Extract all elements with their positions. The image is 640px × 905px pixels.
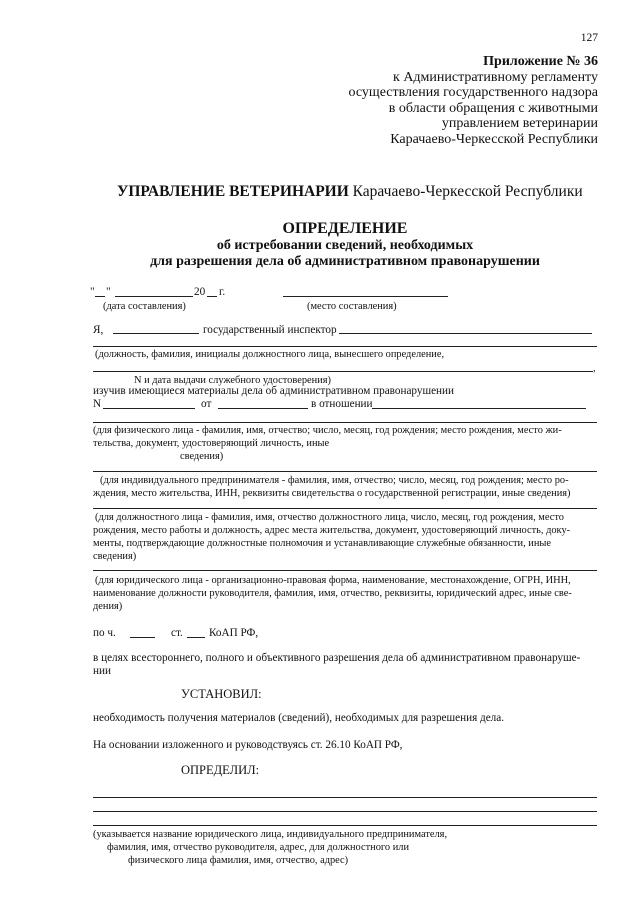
date-year-prefix: 20	[194, 286, 206, 298]
place-line	[283, 296, 448, 297]
name-line	[113, 333, 199, 334]
bottom-caption: физического лица фамилия, имя, отчество, адрес)	[128, 855, 349, 866]
bottom-caption: фамилия, имя, отчество руководителя, адрес, для должностного или	[107, 842, 410, 853]
case-regarding-line	[372, 408, 586, 409]
determination-line	[93, 797, 597, 798]
case-from-label: от	[201, 398, 212, 410]
caption-official: сведения)	[93, 551, 137, 562]
caption-official: рождения, место работы и должность, адрес места жительства, документ, удостоверяющий личность, доку-	[93, 525, 571, 536]
case-number-label: N	[93, 398, 102, 410]
caption-legal: наименование должности руководителя, фамилия, имя, отчество, реквизиты, юридический адрес, иные све-	[93, 588, 572, 599]
necessity-text: необходимость получения материалов (сведений), необходимых для разрешения дела.	[93, 712, 505, 724]
caption-entrepreneur: (для индивидуального предпринимателя - фамилия, имя, отчество; число, месяц, год рождения; место ро-	[100, 475, 569, 486]
individual-line	[93, 422, 597, 423]
annex-line: осуществления государственного надзора	[348, 85, 598, 100]
date-quote-close: "	[106, 286, 111, 298]
caption-entrepreneur: ждения, место жительства, ИНН, реквизиты свидетельства о государственной регистрации, иные сведения)	[93, 488, 571, 499]
basis-text: На основании изложенного и руководствуясь ст. 26.10 КоАП РФ,	[93, 739, 403, 751]
official-line	[93, 346, 597, 347]
certificate-caption: N и дата выдачи служебного удостоверения)	[134, 375, 331, 386]
document-title: ОПРЕДЕЛЕНИЕ	[282, 220, 408, 237]
legal-entity-line	[93, 570, 597, 571]
bottom-caption: (указывается название юридического лица, индивидуального предпринимателя,	[93, 829, 448, 840]
determination-line	[93, 825, 597, 826]
caption-individual: сведения)	[180, 451, 224, 462]
case-date-line	[218, 408, 308, 409]
annex-block	[349, 54, 598, 147]
annex-title: Приложение № 36	[483, 54, 598, 69]
caption-individual: (для физического лица - фамилия, имя, отчество; число, месяц, год рождения; место рождения, место жи-	[93, 425, 562, 436]
case-number-line	[103, 408, 195, 409]
date-year-line	[207, 296, 217, 297]
caption-official: (для должностного лица - фамилия, имя, отчество должностного лица, число, месяц, год рождения, место	[95, 512, 564, 523]
article-line	[187, 637, 205, 638]
org-name-bold: УПРАВЛЕНИЕ ВЕТЕРИНАРИИ	[117, 183, 349, 200]
official-line-2	[93, 371, 593, 372]
annex-line: Карачаево-Черкесской Республики	[390, 131, 598, 147]
org-name-rest: Карачаево-Черкесской Республики	[352, 183, 583, 200]
date-day-line	[95, 296, 105, 297]
part-line	[130, 637, 155, 638]
koap-label: КоАП РФ,	[209, 627, 259, 639]
inspector-label: государственный инспектор	[203, 324, 337, 336]
caption-legal: дения)	[93, 601, 123, 612]
article-label: ст.	[171, 627, 183, 639]
date-year-suffix: г.	[219, 286, 226, 298]
established-heading: УСТАНОВИЛ:	[181, 687, 262, 701]
entrepreneur-line	[93, 471, 597, 472]
materials-text: изучив имеющиеся материалы дела об административном правонарушении	[93, 385, 455, 397]
purpose-text: в целях всестороннего, полного и объективного разрешения дела об административном правонаруше-	[93, 652, 581, 664]
annex-line: в области обращения с животными	[388, 100, 598, 116]
official-caption: (должность, фамилия, инициалы должностного лица, вынесшего определение,	[95, 349, 445, 360]
annex-line: управлением ветеринарии	[441, 116, 598, 131]
official-person-line	[93, 508, 597, 509]
organization-name	[117, 183, 583, 201]
ya-label: Я,	[93, 324, 104, 336]
determination-line	[93, 811, 597, 812]
date-caption: (дата составления)	[103, 301, 186, 312]
caption-official: менты, подтверждающие должностные полномочия и устанавливающие служебные обязанности, иные	[93, 538, 551, 549]
place-caption: (место составления)	[307, 301, 397, 312]
document-subtitle: об истребовании сведений, необходимых	[216, 238, 474, 253]
determined-heading: ОПРЕДЕЛИЛ:	[181, 763, 260, 777]
page-number: 127	[580, 32, 598, 44]
part-label: по ч.	[93, 627, 116, 639]
annex-line: к Административному регламенту	[393, 69, 598, 85]
document-title-block	[0, 219, 640, 270]
caption-individual: тельства, документ, удостоверяющий личность, иные	[93, 438, 330, 449]
date-quote-open: "	[90, 286, 95, 298]
inspector-line	[339, 333, 592, 334]
comma: ,	[593, 363, 596, 374]
purpose-text: нии	[93, 665, 111, 677]
document-subtitle: для разрешения дела об административном правонарушении	[150, 254, 540, 269]
caption-legal: (для юридического лица - организационно-правовая форма, наименование, местонахождение, ОГРН, ИНН,	[95, 575, 571, 586]
date-month-line	[115, 296, 193, 297]
case-regarding-label: в отношении	[311, 398, 373, 410]
